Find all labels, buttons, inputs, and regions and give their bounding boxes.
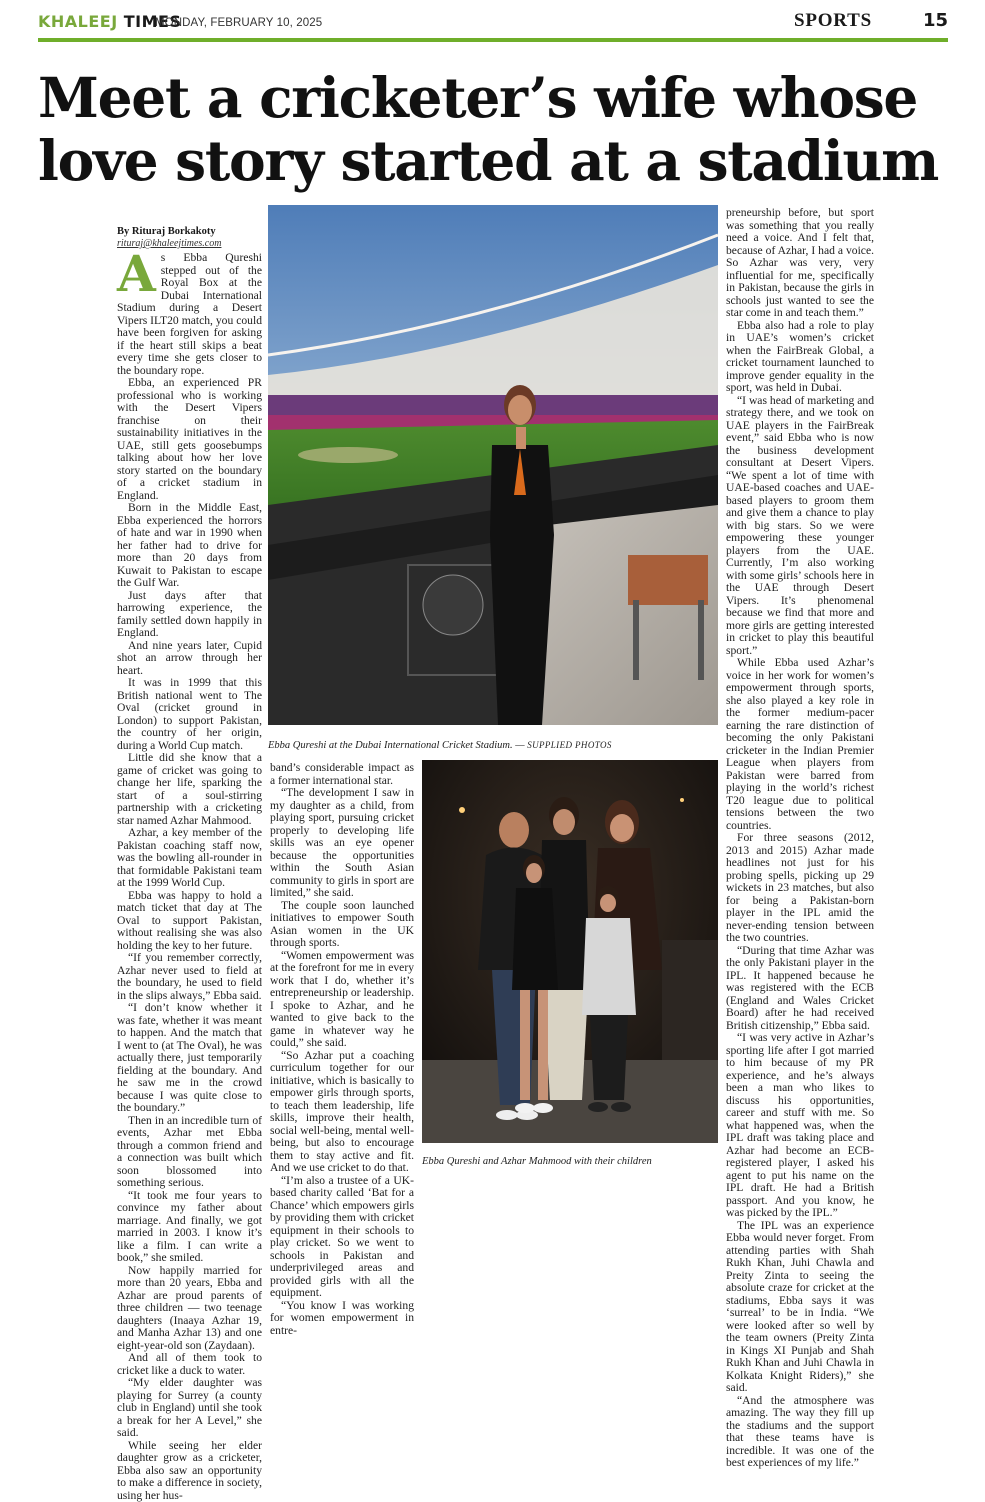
masthead-rule [38,38,948,42]
article-paragraph: Just days after that harrowing experience, the family settled down happily in England. [117,590,262,640]
article-paragraph: “If you remember correctly, Azhar never used to field at the boundary, he used to field in the slips always,” Ebba said. [117,952,262,1002]
stadium-photo [268,205,718,725]
page-number: 15 [923,10,948,31]
lead-text: s Ebba Qureshi stepped out of the Royal Box at the Dubai International Stadium during a Desert Vipers ILT20 match, you could have been forgiven for asking if the heart still skips a beat every time she gets closer to the boundary rope. [117,251,262,377]
article-column-3 [726,207,874,1192]
issue-date: MONDAY, FEBRUARY 10, 2025 [155,17,322,29]
article-paragraph: “I was very active in Azhar’s sporting life after I got married to him because of my PR experience, and he’s always been a man who likes to discuss his opportunities, career and stuff with me. So what happened was, when the IPL draft was taking place and Azhar had become an ECB-registered player, I asked his agent to put his name on the IPL draft. He had a British passport. And you know, he was picked by the IPL.” [726,1032,874,1220]
brand-times: TIMES [124,12,182,31]
article-paragraph: Ebba was happy to hold a match ticket that day at The Oval to support Pakistan, without realising she was also holding the key to her future. [117,890,262,953]
article-paragraph: “It took me four years to convince my father about marriage. And finally, we got married in 2003. I know it’s like a film. I can write a book,” she smiled. [117,1190,262,1265]
article-paragraph: “So Azhar put a coaching curriculum together for our initiative, which is basically to empower girls through sports, to teach them leadership, life skills, improve their health, social well-being, mental well-being, but also to encourage them to stay active and fit. And we use cricket to do that. [270,1050,414,1175]
article-paragraph: band’s considerable impact as a former international star. [270,762,414,787]
article-paragraph: And all of them took to cricket like a duck to water. [117,1352,262,1377]
brand-khaleej: KHALEEJ [38,12,118,31]
article-paragraph: While Ebba used Azhar’s voice in her work for women’s empowerment through sports, she also played a key role in the former medium-pacer earning the rare distinction of becoming the only Pakistani cricketer in the Indian Premier League when players from Pakistan were barred from playing in the world’s richest T20 league due to political tensions between the two countries. [726,657,874,832]
drop-cap: A [117,254,156,294]
article-paragraph: “I’m also a trustee of a UK-based charity called ‘Bat for a Chance’ which empowers girls by providing them with cricket equipment in their schools to play cricket. So we went to schools in Pakistan and underprivileged areas and provided girls with all the equipment. [270,1175,414,1300]
article-paragraph: preneurship before, but sport was something that you really need a voice. And I felt that, because of Azhar, I had a voice. So Azhar was very, very influential for me, specifically in Pakistan, because the girls in schools just wanted to see the star come in and teach them.” [726,207,874,320]
article-paragraph: And nine years later, Cupid shot an arrow through her heart. [117,640,262,678]
byline-email[interactable]: rituraj@khaleejtimes.com [117,238,221,249]
photo-credit: SUPPLIED PHOTOS [527,740,612,750]
article-paragraph: “I don’t know whether it was fate, whether it was meant to happen. And the match that I went to (at The Oval), he was actually there, just temporarily fielding at the boundary. And he saw me in the crowd because I was quite close to the boundary.” [117,1002,262,1115]
article-paragraph [117,252,262,377]
article-column-2 [270,762,414,1192]
article-paragraph: “I was head of marketing and strategy there, and we took on UAE players in the FairBreak event,” said Ebba who is now the business development consultant at Desert Vipers. “We spent a lot of time with UAE-based coaches and UAE-based players to groom them and give them a chance to play with big stars. So we were empowering these younger players from the UAE. Currently, I’m also working with some girls’ schools here in the UAE through Desert Vipers. It’s phenomenal because we find that more and more girls are getting interested in cricket to play this beautiful sport.” [726,395,874,658]
article-paragraph: “Women empowerment was at the forefront for me in every work that I do, whether it’s entrepreneurship or leadership. I spoke to Azhar, and he wanted to give back to the game in whatever way he could,” she said. [270,950,414,1050]
article-paragraph: Ebba also had a role to play in UAE’s women’s cricket when the FairBreak Global, a cricket tournament launched to improve gender equality in the sport, was held in Dubai. [726,320,874,395]
article-paragraph: Then in an incredible turn of events, Azhar met Ebba through a common friend and a connection was built which soon blossomed into something serious. [117,1115,262,1190]
article-paragraph: The IPL was an experience Ebba would never forget. From attending parties with Shah Rukh Khan, Juhi Chawla and Preity Zinta to seeing the absolute craze for cricket at the stadiums, Ebba says it was ‘surreal’ to be in India. “We were looked after so well by the team owners (Preity Zinta in Kings XI Punjab and Shah Rukh Khan and Juhi Chawla in Kolkata Knight Riders),” she said. [726,1220,874,1395]
article-paragraph: Little did she know that a game of cricket was going to change her life, sparking the start of a soul-stirring partnership with a cricketing star named Azhar Mahmood. [117,752,262,827]
article-paragraph: For three seasons (2012, 2013 and 2015) Azhar made headlines not just for his probing spells, picking up 29 wickets in 23 matches, but also for being a Pakistan-born player in the IPL amid the never-ending tension between the two countries. [726,832,874,945]
family-photo-caption: Ebba Qureshi and Azhar Mahmood with their children [422,1156,652,1167]
family-photo [422,760,718,1143]
caption-text: Ebba Qureshi at the Dubai International Cricket Stadium. — [268,740,525,751]
article-paragraph: “During that time Azhar was the only Pakistani player in the IPL. It happened because he was registered with the ECB (England and Wales Cricket Board) after he had received British citizenship,” Ebba said. [726,945,874,1033]
article-paragraph: It was in 1999 that this British national went to The Oval (cricket ground in London) to support Pakistan, the country of her origin, during a World Cup match. [117,677,262,752]
article-paragraph: “You know I was working for women empowerment in entre- [270,1300,414,1338]
article-paragraph: “My elder daughter was playing for Surrey (a county club in England) until she took a break for her A Level,” she said. [117,1377,262,1440]
article-paragraph: Ebba, an experienced PR professional who is working with the Desert Vipers franchise on their sustainability initiatives in the UAE, still gets goosebumps talking about how her love story started on the boundary of a cricket stadium in England. [117,377,262,502]
article-column-1 [117,252,262,1192]
article-paragraph: Now happily married for more than 20 years, Ebba and Azhar are proud parents of three children — two teenage daughters (Inaaya Azhar 19, and Manha Azhar 13) and one eight-year-old son (Zaydaan). [117,1265,262,1353]
article-headline: Meet a cricketer’s wife whose love story started at a stadium [38,66,958,192]
masthead [38,10,948,32]
stadium-photo-caption [268,740,612,751]
byline-author: By Rituraj Borkakoty [117,226,216,237]
article-paragraph: While seeing her elder daughter grow as a cricketer, Ebba also saw an opportunity to make a difference in society, using her hus- [117,1440,262,1502]
article-paragraph: “And the atmosphere was amazing. The way they fill up the stadiums and the support that these teams have is incredible. It was one of the best experiences of my life.” [726,1395,874,1470]
article-paragraph: The couple soon launched initiatives to empower South Asian women in the UK through sports. [270,900,414,950]
article-paragraph: “The development I saw in my daughter as a child, from playing sport, pursuing cricket properly to developing life skills was an eye opener because the opportunities within the South Asian community to girls in sport are limited,” she said. [270,787,414,900]
article-paragraph: Azhar, a key member of the Pakistan coaching staff now, was the bowling all-rounder in that formidable Pakistani team at the 1999 World Cup. [117,827,262,890]
article-paragraph: Born in the Middle East, Ebba experienced the horrors of hate and war in 1990 when her father had to drive for more than 20 days from Kuwait to Pakistan to escape the Gulf War. [117,502,262,590]
section-label: SPORTS [794,10,872,32]
